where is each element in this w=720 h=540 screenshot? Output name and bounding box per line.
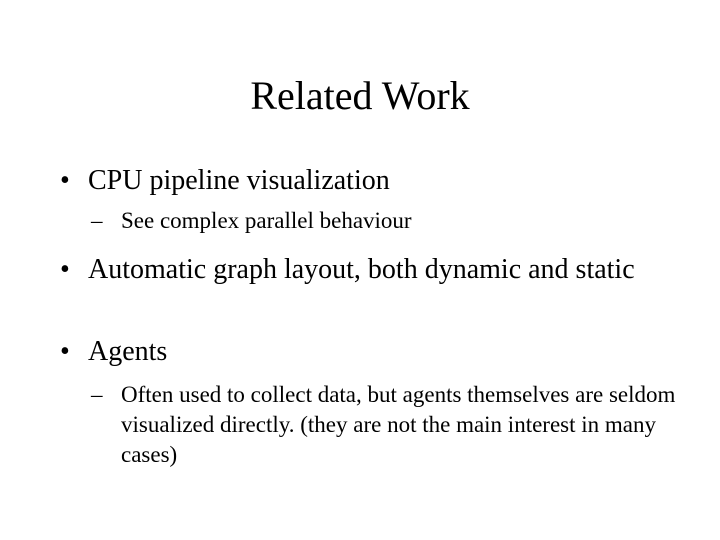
slide-title: Related Work bbox=[250, 73, 470, 118]
sub-bullet-marker: – bbox=[91, 208, 103, 233]
bullet-item bbox=[60, 253, 668, 287]
bullet-marker: • bbox=[60, 165, 70, 196]
bullet-text: Agents bbox=[88, 336, 168, 367]
bullet-item bbox=[60, 335, 668, 369]
sub-bullet-marker: – bbox=[91, 382, 103, 407]
bullet-text: Automatic graph layout, both dynamic and static bbox=[88, 254, 635, 285]
sub-bullet-item bbox=[91, 206, 681, 236]
bullet-marker: • bbox=[60, 336, 70, 367]
bullet-item bbox=[60, 164, 688, 198]
sub-bullet-text: See complex parallel behaviour bbox=[121, 208, 412, 233]
sub-bullet-item bbox=[91, 380, 691, 470]
bullet-text: CPU pipeline visualization bbox=[88, 165, 390, 196]
bullet-marker: • bbox=[60, 254, 70, 285]
sub-bullet-text: Often used to collect data, but agents themselves are seldom visualized directly. (they are not the main interest in many cases) bbox=[121, 382, 676, 467]
